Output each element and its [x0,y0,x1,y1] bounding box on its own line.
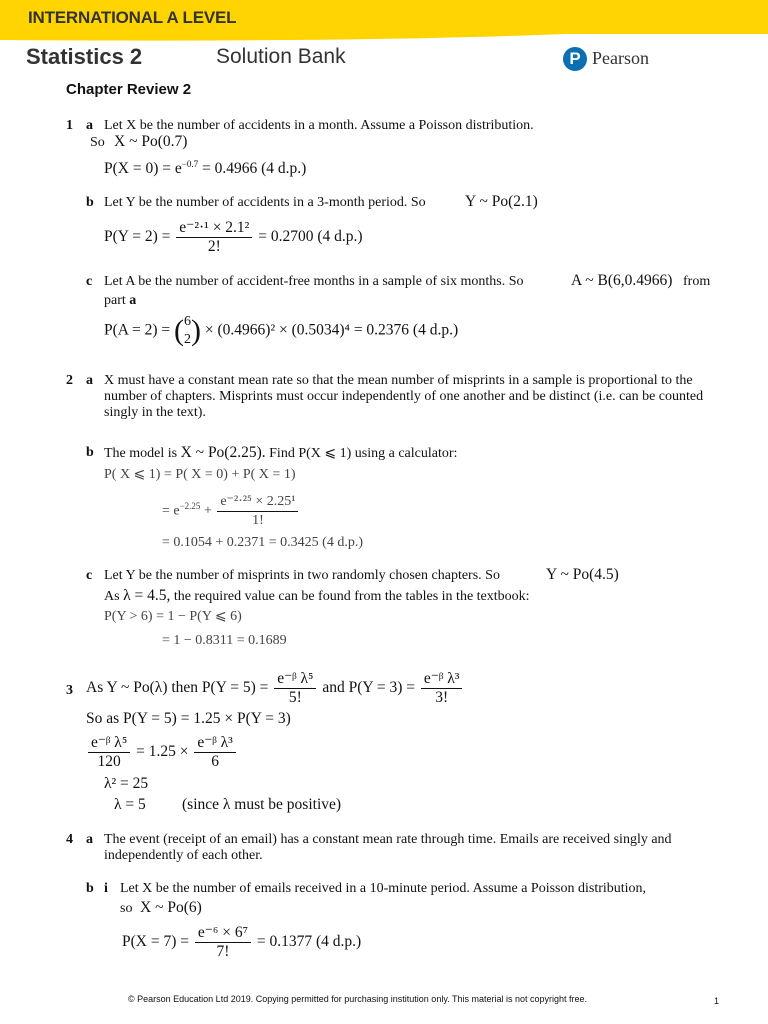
q3-line4: λ² = 25 [104,775,149,792]
q2-number: 2 [66,373,73,388]
q4bi-text: Let X be the number of emails received in a 10-minute period. Assume a Poisson distribution, [120,881,647,896]
q2b-intro: The model is X ~ Po(2.25). Find P(X ⩽ 1) using a calculator: [104,444,458,461]
q1a-dist: X ~ Po(0.7) [114,133,188,150]
q4b-label: b [86,881,94,896]
q2a-text: X must have a constant mean rate so that the mean number of misprints in a sample is proportional to the number of chapters. Misprints must occur independently of one another and be distinct (i.e. can be counted singly in the text). [104,373,704,420]
q2c-text: Let Y be the number of misprints in two randomly chosen chapters. So [104,568,500,583]
q4bi-so: so [120,901,133,916]
subject-title: Statistics 2 [26,44,143,69]
q1c-part: part a [104,293,137,308]
q3-line2: So as P(Y = 5) = 1.25 × P(Y = 3) [86,710,291,727]
q4bi-calc: P(X = 7) = $\frac{\text{e⁻⁶ × 6⁷}}{7!}$ = 0.1377 (4 d.p.) [122,924,362,960]
q2a-label: a [86,373,93,388]
q3-number: 3 [66,683,73,698]
q1b-calc: P(Y = 2) = $\frac{\text{e⁻²·¹ × 2.1²}}{2!}$ = 0.2700 (4 d.p.) [104,219,363,255]
q3-line5: λ = 5 [114,796,146,813]
q1c-dist: A ~ B(6,0.4966) [571,272,673,289]
q3-note: (since λ must be positive) [182,796,342,813]
q3-line3: $\frac{\text{e⁻ᵝ λ⁵}}{120}$ = 1.25 × $\frac{\text{e⁻ᵝ λ³}}{6}$ [86,735,238,770]
q2b-line3: = 0.1054 + 0.2371 = 0.3425 (4 d.p.) [162,535,364,550]
book-title: Solution Bank [216,45,346,68]
q1c-label: c [86,274,93,289]
q1b-text: Let Y be the number of accidents in a 3-month period. So [104,195,426,210]
q1c-from: from [683,274,711,289]
page-number: 1 [714,996,720,1006]
q2c-line-as: As λ = 4.5, the required value can be found from the tables in the textbook: [104,587,530,604]
series-title: INTERNATIONAL A LEVEL [28,8,237,27]
q1a-so: So [90,135,105,150]
q1c-text: Let A be the number of accident-free months in a sample of six months. So [104,274,524,289]
q1b-label: b [86,195,94,210]
q4bi-label: i [104,881,108,896]
q4-number: 4 [66,832,73,847]
footer-copyright: © Pearson Education Ltd 2019. Copying permitted for purchasing institution only. This material is not copyright free. [128,994,588,1004]
q1c-calc: P(A = 2) = (6 2) × (0.4966)² × (0.5034)⁴ = 0.2376 (4 d.p.) [104,314,459,347]
pearson-logo-icon: P [563,47,587,71]
q2c-line1: P(Y > 6) = 1 − P(Y ⩽ 6) [104,609,242,624]
q1-number: 1 [66,118,73,133]
q2b-line1: P( X ⩽ 1) = P( X = 0) + P( X = 1) [104,467,296,482]
q1a-text: Let X be the number of accidents in a month. Assume a Poisson distribution. [104,118,534,133]
q1a-label: a [86,118,93,133]
q2b-line2: = $e^{-2.25}$ + $\frac{\text{e⁻²·²⁵ × 2.25¹}}{1!}$ [162,494,300,529]
chapter-title: Chapter Review 2 [66,81,192,98]
publisher-name: Pearson [592,48,649,68]
q4bi-dist: X ~ Po(6) [140,899,202,916]
q2c-label: c [86,568,93,583]
q1b-dist: Y ~ Po(2.1) [465,193,538,210]
q3-intro: As Y ~ Po(λ) then P(Y = 5) = $\frac{\text{e⁻ᵝ λ⁵}}{5!}$ and P(Y = 3) = $\frac{\text{e⁻ᵝ λ³}}{3!}$ [86,671,464,706]
q1a-calc: $P(X = 0) = e^{-0.7} = 0.4966$ (4 d.p.) [104,159,307,178]
q4a-text: The event (receipt of an email) has a constant mean rate through time. Emails are received singly and independently of each other. [104,832,672,863]
q4a-label: a [86,832,93,847]
q2b-label: b [86,445,94,460]
q2c-dist: Y ~ Po(4.5) [546,566,619,583]
q2c-line2: = 1 − 0.8311 = 0.1689 [162,633,287,648]
